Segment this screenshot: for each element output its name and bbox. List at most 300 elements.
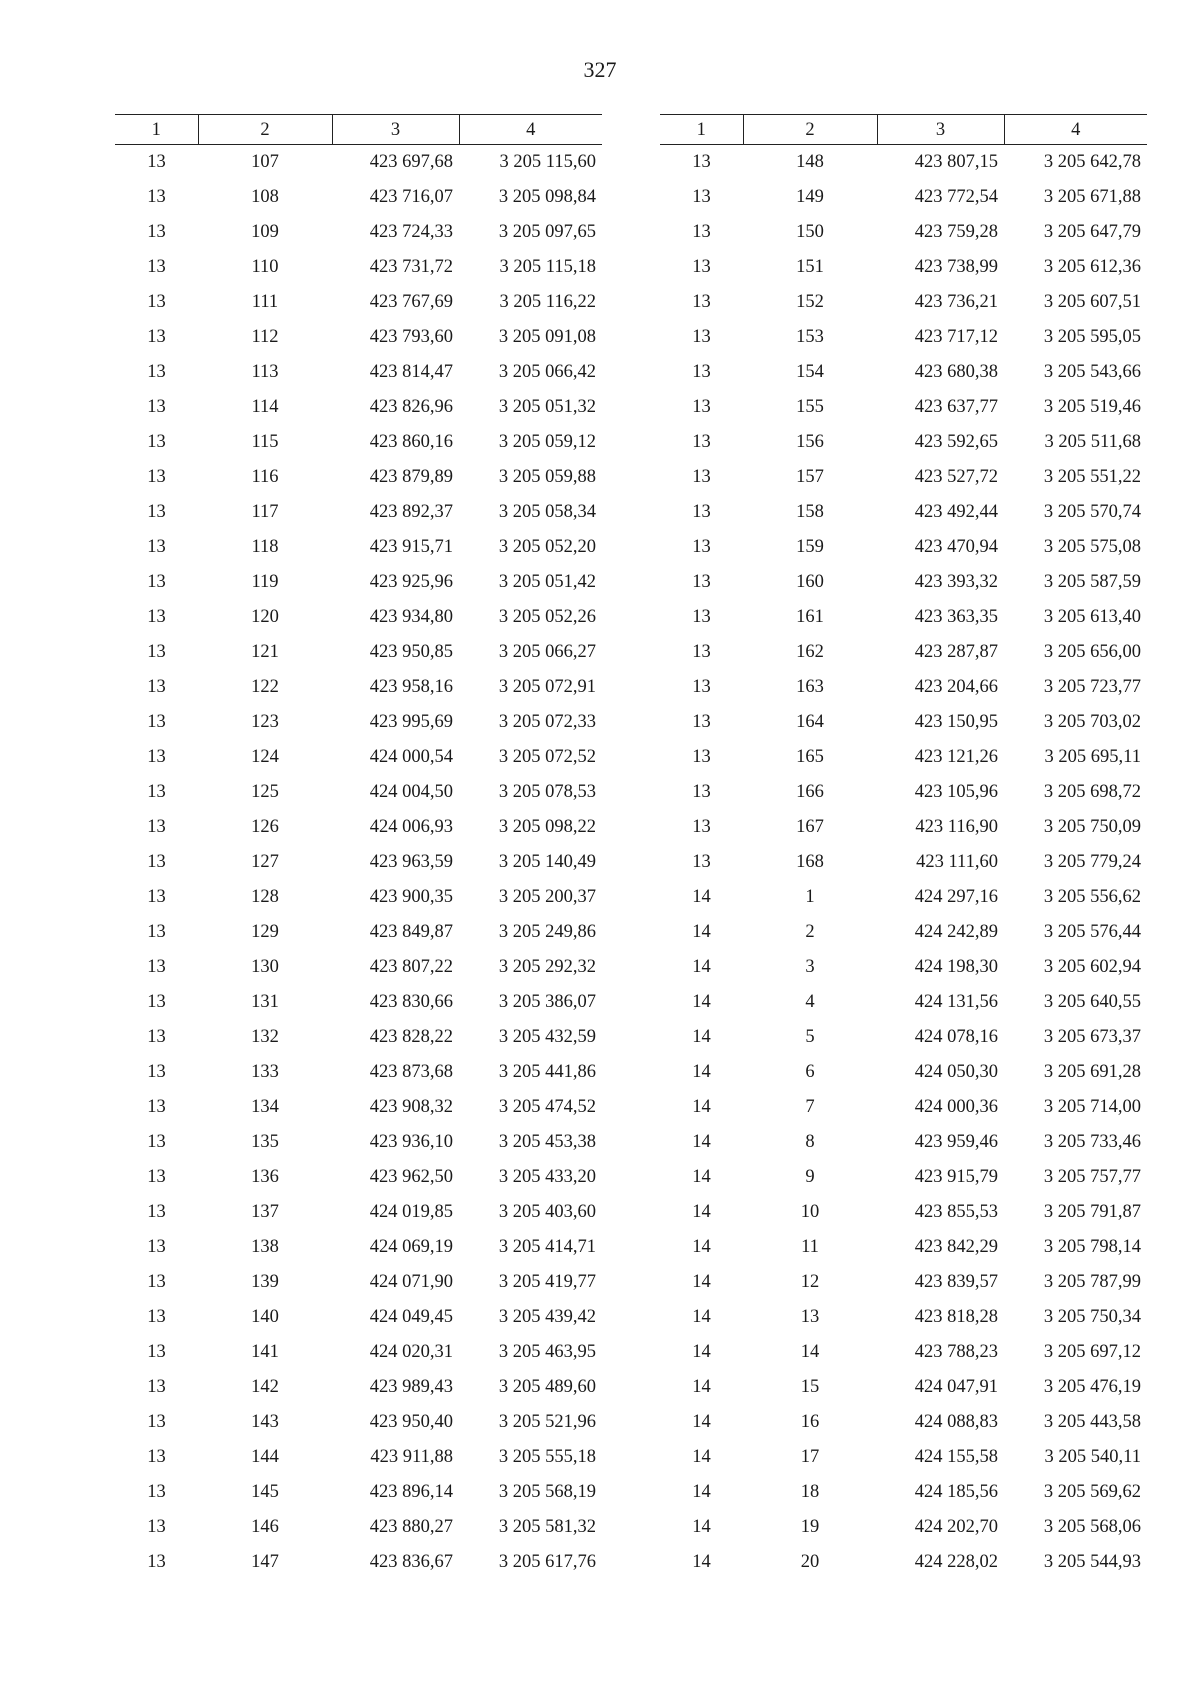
zone-cell: 13 [692,642,711,662]
y-coordinate-cell: 3 205 733,46 [1043,1132,1141,1152]
table-row [660,320,1147,355]
x-coordinate-cell: 423 959,46 [914,1132,998,1152]
coordinates-table-right [660,114,1147,1580]
point-number-cell: 163 [796,677,824,697]
zone-cell: 13 [147,257,166,277]
x-coordinate-cell: 423 828,22 [369,1027,453,1047]
point-number-cell: 164 [796,712,824,732]
x-coordinate-cell: 423 842,29 [914,1237,998,1257]
y-coordinate-cell: 3 205 673,37 [1043,1027,1141,1047]
table-row [115,495,602,530]
point-number-cell: 4 [805,992,815,1012]
zone-cell: 13 [147,1482,166,1502]
coordinates-table-left [115,114,602,1580]
point-number-cell: 166 [796,782,824,802]
point-number-cell: 17 [800,1447,820,1467]
x-coordinate-cell: 423 470,94 [914,537,998,557]
zone-cell: 13 [147,607,166,627]
y-coordinate-cell: 3 205 779,24 [1043,852,1141,872]
y-coordinate-cell: 3 205 091,08 [498,327,596,347]
y-coordinate-cell: 3 205 453,38 [498,1132,596,1152]
table-row [115,1440,602,1475]
table-row [660,355,1147,390]
y-coordinate-cell: 3 205 439,42 [498,1307,596,1327]
point-number-cell: 152 [796,292,824,312]
table-row [115,740,602,775]
table-row [115,1370,602,1405]
x-coordinate-cell: 423 963,59 [369,852,453,872]
zone-cell: 14 [692,1132,711,1152]
table-row [115,1545,602,1580]
zone-cell: 13 [692,747,711,767]
table-row [660,775,1147,810]
x-coordinate-cell: 424 071,90 [369,1272,453,1292]
y-coordinate-cell: 3 205 140,49 [498,852,596,872]
point-number-cell: 155 [796,397,824,417]
point-number-cell: 143 [251,1412,279,1432]
y-coordinate-cell: 3 205 051,32 [498,397,596,417]
x-coordinate-cell: 424 006,93 [369,817,453,837]
point-number-cell: 158 [796,502,824,522]
y-coordinate-cell: 3 205 581,32 [498,1517,596,1537]
table-row [115,355,602,390]
y-coordinate-cell: 3 205 640,55 [1043,992,1141,1012]
x-coordinate-cell: 424 228,02 [914,1552,998,1572]
table-row [660,215,1147,250]
table-header-row [660,115,1147,145]
y-coordinate-cell: 3 205 489,60 [498,1377,596,1397]
point-number-cell: 135 [251,1132,279,1152]
point-number-cell: 19 [800,1517,820,1537]
y-coordinate-cell: 3 205 403,60 [498,1202,596,1222]
zone-cell: 13 [147,1447,166,1467]
x-coordinate-cell: 423 637,77 [914,397,998,417]
point-number-cell: 18 [800,1482,820,1502]
table-row [115,1020,602,1055]
y-coordinate-cell: 3 205 570,74 [1043,502,1141,522]
point-number-cell: 125 [251,782,279,802]
point-number-cell: 110 [251,257,279,277]
x-coordinate-cell: 423 738,99 [914,257,998,277]
y-coordinate-cell: 3 205 569,62 [1043,1482,1141,1502]
table-row [115,880,602,915]
point-number-cell: 108 [251,187,279,207]
zone-cell: 13 [147,1342,166,1362]
x-coordinate-cell: 424 131,56 [914,992,998,1012]
x-coordinate-cell: 423 839,57 [914,1272,998,1292]
x-coordinate-cell: 423 915,71 [369,537,453,557]
table-row [660,1125,1147,1160]
table-row [115,670,602,705]
zone-cell: 13 [147,1132,166,1152]
y-coordinate-cell: 3 205 511,68 [1044,432,1141,452]
zone-cell: 14 [692,1097,711,1117]
point-number-cell: 161 [796,607,824,627]
x-coordinate-cell: 423 788,23 [914,1342,998,1362]
x-coordinate-cell: 424 020,31 [369,1342,453,1362]
y-coordinate-cell: 3 205 691,28 [1043,1062,1141,1082]
zone-cell: 13 [147,712,166,732]
zone-cell: 13 [147,817,166,837]
zone-cell: 14 [692,1167,711,1187]
x-coordinate-cell: 424 185,56 [914,1482,998,1502]
point-number-cell: 165 [796,747,824,767]
table-row [115,915,602,950]
zone-cell: 13 [692,607,711,627]
y-coordinate-cell: 3 205 476,19 [1043,1377,1141,1397]
y-coordinate-cell: 3 205 058,34 [498,502,596,522]
x-coordinate-cell: 423 807,22 [369,957,453,977]
point-number-cell: 153 [796,327,824,347]
column-header-3: 3 [877,115,1004,145]
point-number-cell: 116 [251,467,279,487]
table-row [660,1300,1147,1335]
zone-cell: 13 [147,852,166,872]
table-row [660,565,1147,600]
zone-cell: 13 [147,887,166,907]
zone-cell: 14 [692,922,711,942]
zone-cell: 13 [692,152,711,172]
zone-cell: 14 [692,1377,711,1397]
zone-cell: 13 [147,1097,166,1117]
x-coordinate-cell: 423 697,68 [369,152,453,172]
x-coordinate-cell: 423 896,14 [369,1482,453,1502]
x-coordinate-cell: 424 198,30 [914,957,998,977]
table-row [115,845,602,880]
column-header-3: 3 [332,115,459,145]
point-number-cell: 114 [251,397,279,417]
column-header-2: 2 [743,115,877,145]
table-row [660,670,1147,705]
x-coordinate-cell: 423 527,72 [914,467,998,487]
y-coordinate-cell: 3 205 607,51 [1043,292,1141,312]
x-coordinate-cell: 423 793,60 [369,327,453,347]
table-row [115,565,602,600]
table-row [660,985,1147,1020]
table-row [115,1230,602,1265]
x-coordinate-cell: 424 019,85 [369,1202,453,1222]
point-number-cell: 9 [805,1167,815,1187]
y-coordinate-cell: 3 205 072,52 [498,747,596,767]
zone-cell: 14 [692,1307,711,1327]
y-coordinate-cell: 3 205 432,59 [498,1027,596,1047]
y-coordinate-cell: 3 205 097,65 [498,222,596,242]
x-coordinate-cell: 423 818,28 [914,1307,998,1327]
table-row [115,320,602,355]
point-number-cell: 122 [251,677,279,697]
y-coordinate-cell: 3 205 613,40 [1043,607,1141,627]
x-coordinate-cell: 423 860,16 [369,432,453,452]
zone-cell: 14 [692,1342,711,1362]
y-coordinate-cell: 3 205 433,20 [498,1167,596,1187]
zone-cell: 14 [692,1062,711,1082]
y-coordinate-cell: 3 205 617,76 [498,1552,596,1572]
point-number-cell: 2 [805,922,815,942]
point-number-cell: 129 [251,922,279,942]
zone-cell: 13 [692,257,711,277]
zone-cell: 13 [692,712,711,732]
x-coordinate-cell: 423 363,35 [914,607,998,627]
table-row [115,1125,602,1160]
zone-cell: 13 [147,572,166,592]
zone-cell: 13 [147,1202,166,1222]
x-coordinate-cell: 424 078,16 [914,1027,998,1047]
zone-cell: 13 [147,1307,166,1327]
zone-cell: 13 [692,292,711,312]
point-number-cell: 109 [251,222,279,242]
x-coordinate-cell: 423 936,10 [369,1132,453,1152]
x-coordinate-cell: 423 759,28 [914,222,998,242]
zone-cell: 13 [147,397,166,417]
point-number-cell: 139 [251,1272,279,1292]
x-coordinate-cell: 423 105,96 [914,782,998,802]
x-coordinate-cell: 423 925,96 [369,572,453,592]
table-row [660,950,1147,985]
table-row [115,775,602,810]
x-coordinate-cell: 423 204,66 [914,677,998,697]
point-number-cell: 13 [800,1307,820,1327]
x-coordinate-cell: 424 000,36 [914,1097,998,1117]
table-row [115,600,602,635]
point-number-cell: 14 [800,1342,820,1362]
table-row [115,1090,602,1125]
y-coordinate-cell: 3 205 714,00 [1043,1097,1141,1117]
table-row [115,180,602,215]
point-number-cell: 162 [796,642,824,662]
zone-cell: 13 [147,152,166,172]
zone-cell: 13 [692,222,711,242]
table-row [660,1405,1147,1440]
zone-cell: 13 [147,362,166,382]
zone-cell: 13 [692,397,711,417]
x-coordinate-cell: 423 287,87 [914,642,998,662]
zone-cell: 14 [692,1552,711,1572]
point-number-cell: 107 [251,152,279,172]
table-row [660,740,1147,775]
y-coordinate-cell: 3 205 051,42 [498,572,596,592]
x-coordinate-cell: 424 155,58 [914,1447,998,1467]
x-coordinate-cell: 424 088,83 [914,1412,998,1432]
point-number-cell: 117 [251,502,279,522]
x-coordinate-cell: 423 836,67 [369,1552,453,1572]
table-header-row [115,115,602,145]
zone-cell: 14 [692,1272,711,1292]
point-number-cell: 145 [251,1482,279,1502]
table-row [115,390,602,425]
table-body-left [115,145,602,1581]
table-row [115,460,602,495]
point-number-cell: 136 [251,1167,279,1187]
table-row [660,1090,1147,1125]
point-number-cell: 113 [251,362,279,382]
x-coordinate-cell: 423 879,89 [369,467,453,487]
y-coordinate-cell: 3 205 052,20 [498,537,596,557]
x-coordinate-cell: 423 950,40 [369,1412,453,1432]
y-coordinate-cell: 3 205 543,66 [1043,362,1141,382]
point-number-cell: 159 [796,537,824,557]
x-coordinate-cell: 423 849,87 [369,922,453,942]
point-number-cell: 115 [251,432,279,452]
zone-cell: 13 [147,642,166,662]
point-number-cell: 11 [801,1237,819,1257]
y-coordinate-cell: 3 205 568,06 [1043,1517,1141,1537]
zone-cell: 13 [692,327,711,347]
table-row [660,1055,1147,1090]
table-row [660,145,1147,181]
zone-cell: 13 [692,572,711,592]
point-number-cell: 149 [796,187,824,207]
x-coordinate-cell: 423 958,16 [369,677,453,697]
table-row [660,1195,1147,1230]
zone-cell: 13 [147,747,166,767]
point-number-cell: 144 [251,1447,279,1467]
y-coordinate-cell: 3 205 519,46 [1043,397,1141,417]
point-number-cell: 15 [800,1377,820,1397]
x-coordinate-cell: 423 724,33 [369,222,453,242]
x-coordinate-cell: 424 000,54 [369,747,453,767]
y-coordinate-cell: 3 205 521,96 [498,1412,596,1432]
table-row [115,1510,602,1545]
zone-cell: 13 [147,1377,166,1397]
x-coordinate-cell: 423 989,43 [369,1377,453,1397]
table-row [660,1510,1147,1545]
x-coordinate-cell: 423 592,65 [914,432,998,452]
x-coordinate-cell: 424 050,30 [914,1062,998,1082]
x-coordinate-cell: 423 826,96 [369,397,453,417]
point-number-cell: 1 [805,887,815,907]
table-row [660,495,1147,530]
point-number-cell: 156 [796,432,824,452]
y-coordinate-cell: 3 205 703,02 [1043,712,1141,732]
point-number-cell: 3 [805,957,815,977]
y-coordinate-cell: 3 205 463,95 [498,1342,596,1362]
y-coordinate-cell: 3 205 568,19 [498,1482,596,1502]
y-coordinate-cell: 3 205 066,27 [498,642,596,662]
point-number-cell: 160 [796,572,824,592]
y-coordinate-cell: 3 205 072,33 [498,712,596,732]
x-coordinate-cell: 423 873,68 [369,1062,453,1082]
table-row [660,1020,1147,1055]
point-number-cell: 150 [796,222,824,242]
y-coordinate-cell: 3 205 544,93 [1043,1552,1141,1572]
point-number-cell: 20 [800,1552,820,1572]
table-row [115,1335,602,1370]
table-row [660,250,1147,285]
point-number-cell: 130 [251,957,279,977]
x-coordinate-cell: 423 121,26 [914,747,998,767]
column-header-1: 1 [660,115,743,145]
table-row [115,1160,602,1195]
point-number-cell: 5 [805,1027,815,1047]
point-number-cell: 141 [251,1342,279,1362]
table-row [115,145,602,181]
point-number-cell: 10 [800,1202,820,1222]
table-row [115,1195,602,1230]
y-coordinate-cell: 3 205 671,88 [1043,187,1141,207]
y-coordinate-cell: 3 205 115,18 [499,257,596,277]
y-coordinate-cell: 3 205 555,18 [498,1447,596,1467]
point-number-cell: 131 [251,992,279,1012]
point-number-cell: 128 [251,887,279,907]
y-coordinate-cell: 3 205 078,53 [498,782,596,802]
x-coordinate-cell: 423 995,69 [369,712,453,732]
point-number-cell: 167 [796,817,824,837]
point-number-cell: 8 [805,1132,815,1152]
zone-cell: 13 [147,992,166,1012]
y-coordinate-cell: 3 205 647,79 [1043,222,1141,242]
point-number-cell: 132 [251,1027,279,1047]
point-number-cell: 120 [251,607,279,627]
x-coordinate-cell: 423 393,32 [914,572,998,592]
point-number-cell: 154 [796,362,824,382]
table-row [660,425,1147,460]
x-coordinate-cell: 423 772,54 [914,187,998,207]
y-coordinate-cell: 3 205 642,78 [1043,152,1141,172]
table-row [660,1440,1147,1475]
zone-cell: 13 [147,782,166,802]
zone-cell: 13 [692,362,711,382]
y-coordinate-cell: 3 205 098,22 [498,817,596,837]
y-coordinate-cell: 3 205 052,26 [498,607,596,627]
y-coordinate-cell: 3 205 612,36 [1043,257,1141,277]
zone-cell: 13 [147,1517,166,1537]
table-row [660,635,1147,670]
table-row [660,1160,1147,1195]
x-coordinate-cell: 424 242,89 [914,922,998,942]
y-coordinate-cell: 3 205 656,00 [1043,642,1141,662]
x-coordinate-cell: 423 492,44 [914,502,998,522]
y-coordinate-cell: 3 205 249,86 [498,922,596,942]
column-header-1: 1 [115,115,198,145]
table-row [660,810,1147,845]
y-coordinate-cell: 3 205 443,58 [1043,1412,1141,1432]
zone-cell: 13 [147,1412,166,1432]
y-coordinate-cell: 3 205 059,12 [498,432,596,452]
point-number-cell: 16 [800,1412,820,1432]
table-row [115,705,602,740]
zone-cell: 14 [692,1447,711,1467]
zone-cell: 13 [692,677,711,697]
point-number-cell: 12 [800,1272,820,1292]
zone-cell: 13 [147,187,166,207]
table-row [660,1230,1147,1265]
y-coordinate-cell: 3 205 098,84 [498,187,596,207]
point-number-cell: 121 [251,642,279,662]
y-coordinate-cell: 3 205 750,34 [1043,1307,1141,1327]
table-row [660,845,1147,880]
zone-cell: 13 [147,677,166,697]
table-row [115,1405,602,1440]
table-row [115,215,602,250]
y-coordinate-cell: 3 205 292,32 [498,957,596,977]
point-number-cell: 112 [251,327,279,347]
table-row [115,1475,602,1510]
x-coordinate-cell: 424 004,50 [369,782,453,802]
zone-cell: 13 [692,852,711,872]
zone-cell: 13 [147,1027,166,1047]
table-row [115,950,602,985]
point-number-cell: 124 [251,747,279,767]
zone-cell: 13 [147,327,166,347]
zone-cell: 13 [147,1062,166,1082]
table-row [115,425,602,460]
x-coordinate-cell: 423 892,37 [369,502,453,522]
y-coordinate-cell: 3 205 474,52 [498,1097,596,1117]
x-coordinate-cell: 423 716,07 [369,187,453,207]
y-coordinate-cell: 3 205 419,77 [498,1272,596,1292]
x-coordinate-cell: 423 680,38 [914,362,998,382]
zone-cell: 13 [692,187,711,207]
